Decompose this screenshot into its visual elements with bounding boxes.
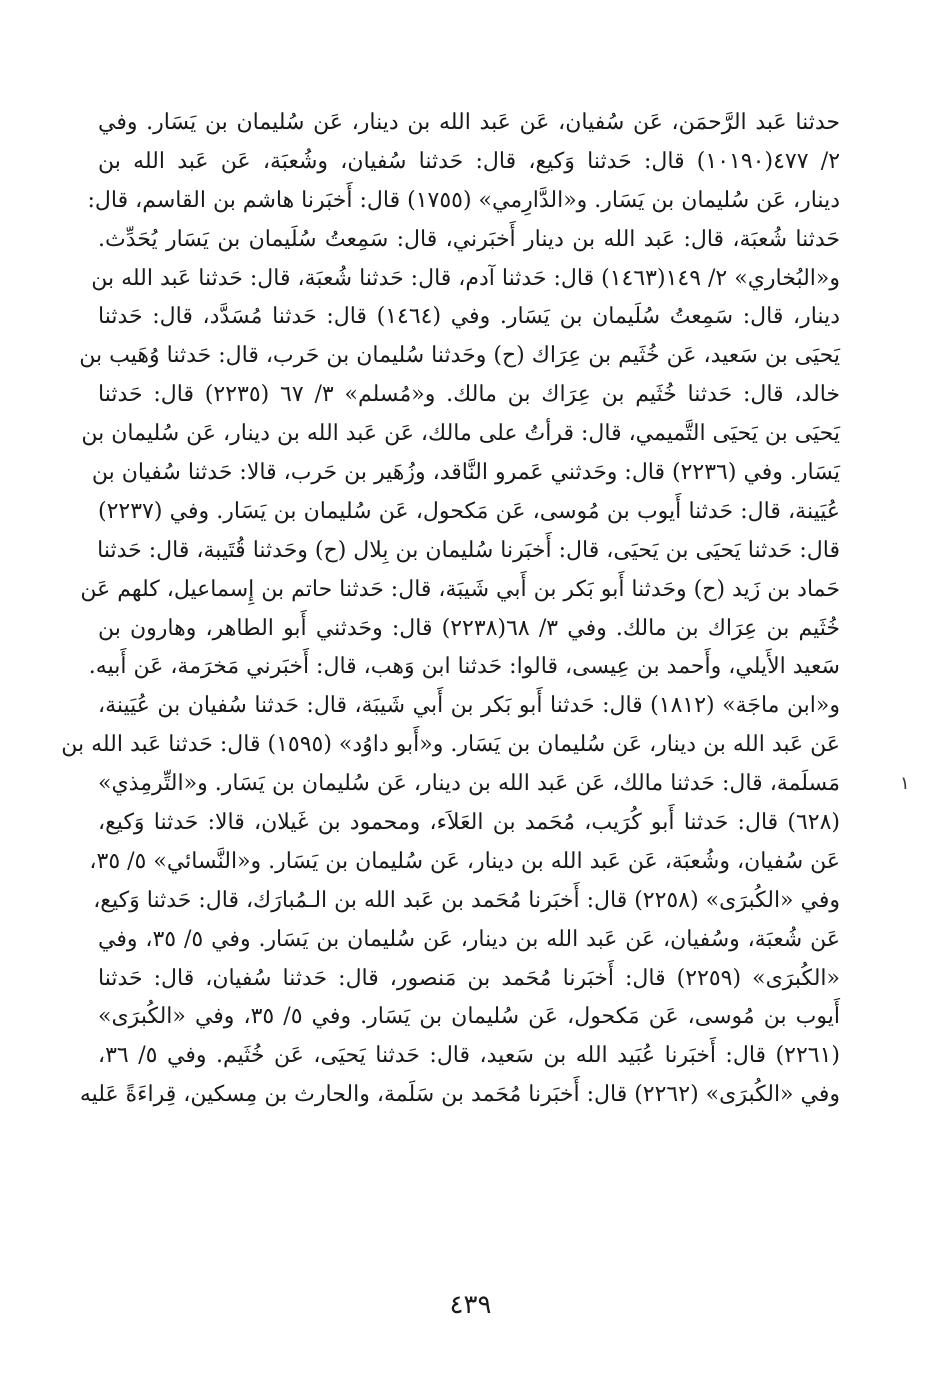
text-line: حَماد بن زَيد (ح) وحَدثنا أَبو بَكر بن أَبي شَيبَة، قال: حَدثنا حاتم بن إِسماعيل، كلهم عَن bbox=[80, 576, 840, 602]
text-line: خُثَيم بن عِرَاك بن مالك. وفي ٣/ ٦٨(٢٢٣٨) قال: وحَدثني أَبو الطاهر، وهارون بن bbox=[98, 615, 840, 641]
text-line: دينار، قال: سَمِعتُ سُلَيمان بن يَسَار. وفي (١٤٦٤) قال: حَدثنا مُسَدَّد، قال: حَدثنا bbox=[98, 304, 840, 330]
text-line: يَحيَى بن يَحيَى التَّميمي، قال: قرأتُ على مالك، عَن عَبد الله بن دينار، عَن سُليمان بن bbox=[81, 421, 840, 447]
text-line: خالد، قال: حَدثنا خُثَيم بن عِرَاك بن مالك. و«مُسلم» ٣/ ٦٧ (٢٢٣٥) قال: حَدثنا bbox=[98, 382, 841, 408]
text-line: يَحيَى بن سَعيد، عَن خُثَيم بن عِرَاك (ح) وحَدثنا سُليمان بن حَرب، قال: حَدثنا وُهَيب بن bbox=[79, 343, 840, 369]
text-line: (٦٢٨) قال: حَدثنا أَبو كُرَيب، مُحَمد بن العَلاَء، ومحمود بن غَيلان، قالا: حَدثنا وَكيع، bbox=[98, 810, 840, 836]
text-line: ٢/ ٤٧٧(١٠١٩٠) قال: حَدثنا وَكيع، قال: حَدثنا سُفيان، وشُعبَة، عَن عَبد الله بن bbox=[98, 148, 841, 174]
text-line: حدثنا عَبد الرَّحمَن، عَن سُفيان، عَن عَبد الله بن دينار، عَن سُليمان بن يَسَار. وفي bbox=[98, 110, 840, 135]
text-line: و«ابن ماجَة» (١٨١٢) قال: حَدثنا أَبو بَكر بن أَبي شَيبَة، قال: حَدثنا سُفيان بن عُيَينة، bbox=[98, 693, 841, 719]
margin-mark: ١ bbox=[900, 773, 910, 794]
text-line: عَن عَبد الله بن دينار، عَن سُليمان بن يَسَار. و«أَبو داوُد» (١٥٩٥) قال: حَدثنا عَبد الله بن bbox=[61, 732, 840, 758]
text-line: أَيوب بن مُوسى، عَن مَكحول، عَن سُليمان بن يَسَار. وفي ٥/ ٣٥، وفي «الكُبرَى» bbox=[98, 1004, 840, 1030]
text-line: و«البُخاري» ٢/ ١٤٩(١٤٦٣) قال: حَدثنا آدم، قال: حَدثنا شُعبَة، قال: حَدثنا عَبد الله بن bbox=[91, 265, 840, 291]
page-number: ٤٣٩ bbox=[449, 1290, 492, 1320]
text-line: عَن سُفيان، وشُعبَة، عَن عَبد الله بن دينار، عَن سُليمان بن يَسَار. و«النَّسائي» ٥/ ٣٥، bbox=[89, 848, 840, 874]
text-line: «الكُبرَى» (٢٢٥٩) قال: أَخبَرنا مُحَمد بن مَنصور، قال: حَدثنا سُفيان، قال: حَدثنا bbox=[98, 965, 840, 991]
text-line: مَسلَمة، قال: حَدثنا مالك، عَن عَبد الله بن دينار، عَن سُليمان بن يَسَار. و«التِّرمِذي» bbox=[98, 771, 840, 797]
text-line: وفي «الكُبرَى» (٢٢٥٨) قال: أَخبَرنا مُحَمد بن عَبد الله بن الـمُبارَك، قال: حَدثنا وَكيع، bbox=[93, 887, 840, 913]
text-line: سَعيد الأَيلي، وأَحمد بن عِيسى، قالوا: حَدثنا ابن وَهب، قال: أَخبَرني مَخرَمة، عَن أَبيه. bbox=[88, 654, 840, 680]
text-line: عَن شُعبَة، وسُفيان، عَن عَبد الله بن دينار، عَن سُليمان بن يَسَار. وفي ٥/ ٣٥، وفي bbox=[98, 926, 840, 952]
text-line: دينار، عَن سُليمان بن يَسَار. و«الدَّارِمي» (١٧٥٥) قال: أَخبَرنا هاشم بن القاسم، قال: bbox=[87, 187, 840, 213]
body-text bbox=[61, 104, 841, 1115]
text-line: (٢٢٦١) قال: أَخبَرنا عُبَيد الله بن سَعيد، قال: حَدثنا يَحيَى، عَن خُثَيم. وفي ٥/ ٣٦، bbox=[98, 1043, 841, 1069]
text-line: قال: حَدثنا يَحيَى بن يَحيَى، قال: أَخبَرنا سُليمان بن بِلال (ح) وحَدثنا قُتَيبة، قال: حَدثنا bbox=[97, 537, 840, 563]
text-line: وفي «الكُبرَى» (٢٢٦٢) قال: أَخبَرنا مُحَمد بن سَلَمة، والحارث بن مِسكين، قِراءَةً عَليه bbox=[79, 1082, 840, 1108]
text-line: يَسَار. وفي (٢٢٣٦) قال: وحَدثني عَمرو النَّاقد، وزُهَير بن حَرب، قالا: حَدثنا سُفيان بن bbox=[91, 460, 840, 486]
text-line: عُيَينة، قال: حَدثنا أَيوب بن مُوسى، عَن مَكحول، عَن سُليمان بن يَسَار. وفي (٢٢٣٧) bbox=[98, 498, 841, 524]
text-line: حَدثنا شُعبَة، قال: عَبد الله بن دينار أَخبَرني، قال: سَمِعتُ سُلَيمان بن يَسَار يُحَدِّث. bbox=[98, 226, 840, 252]
